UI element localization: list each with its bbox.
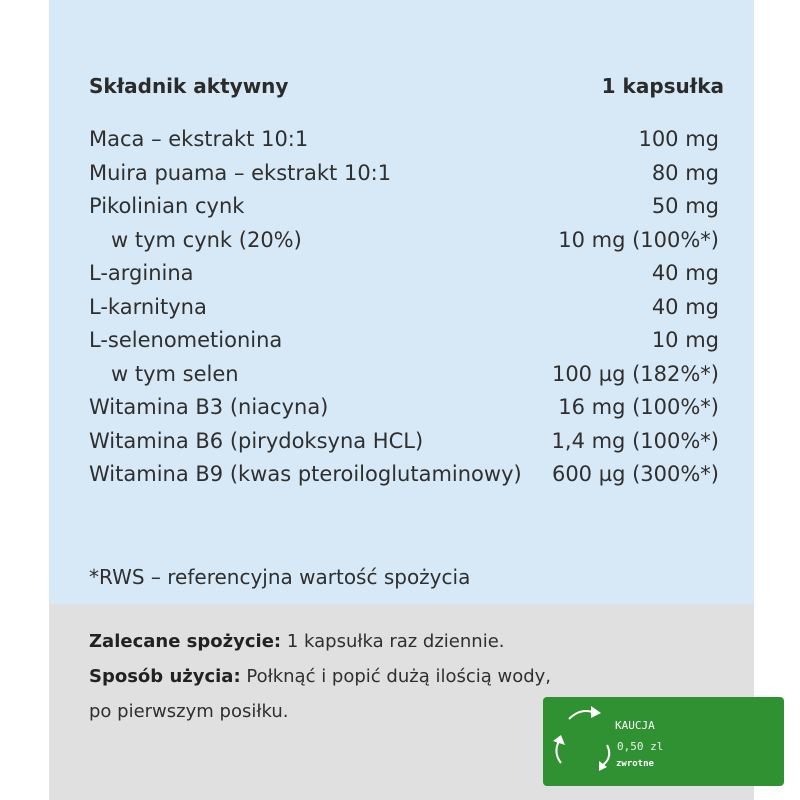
ingredient-name: w tym cynk (20%) <box>111 227 302 252</box>
header-dose: 1 kapsułka <box>601 74 724 98</box>
table-header <box>89 74 724 98</box>
table-row <box>89 123 719 157</box>
table-row <box>89 391 719 425</box>
recommended-intake <box>89 624 739 659</box>
table-row <box>89 291 719 325</box>
ingredient-name: L-arginina <box>89 261 194 285</box>
deposit-title: KAUCJA <box>615 719 655 732</box>
ingredient-amount: 10 mg (100%*) <box>558 227 719 252</box>
ingredient-name: Witamina B9 (kwas pteroiloglutaminowy) <box>89 462 522 486</box>
table-row <box>89 458 719 492</box>
ingredients-table <box>89 123 719 492</box>
ingredient-name: L-selenometionina <box>89 328 283 352</box>
ingredient-name: Pikolinian cynk <box>89 194 245 218</box>
table-row <box>89 257 719 291</box>
table-row <box>89 157 719 191</box>
header-ingredient: Składnik aktywny <box>89 74 289 98</box>
deposit-note: zwrotne <box>616 759 654 769</box>
ingredient-amount: 16 mg (100%*) <box>558 395 719 419</box>
ingredient-amount: 600 µg (300%*) <box>551 462 719 486</box>
table-row <box>89 224 719 258</box>
rws-footnote: *RWS – referencyjna wartość spożycia <box>89 565 471 589</box>
ingredient-name: Maca – ekstrakt 10:1 <box>89 127 309 151</box>
table-row <box>89 358 719 392</box>
ingredient-name: Witamina B3 (niacyna) <box>89 395 329 419</box>
usage-method <box>89 659 739 694</box>
product-label-panel <box>49 0 754 800</box>
deposit-badge <box>543 697 784 786</box>
ingredient-amount: 40 mg <box>651 294 719 319</box>
method-value: Połknąć i popić dużą ilością wody, <box>240 666 552 687</box>
ingredient-amount: 50 mg <box>651 194 719 218</box>
ingredient-amount: 40 mg <box>651 261 719 285</box>
ingredient-amount: 100 µg (182%*) <box>551 361 719 386</box>
ingredient-name: w tym selen <box>111 361 239 386</box>
ingredient-amount: 100 mg <box>638 127 719 151</box>
ingredient-amount: 1,4 mg (100%*) <box>551 428 719 453</box>
recommended-value: 1 kapsułka raz dziennie. <box>281 631 505 652</box>
ingredient-name: Muira puama – ekstrakt 10:1 <box>89 160 392 185</box>
recommended-label: Zalecane spożycie: <box>89 631 282 652</box>
ingredient-name: Witamina B6 (pirydoksyna HCL) <box>89 428 424 453</box>
usage-method-continued: po pierwszym posiłku. <box>89 701 289 722</box>
ingredient-amount: 80 mg <box>651 160 719 185</box>
deposit-amount: 0,50 zl <box>617 740 664 753</box>
ingredients-section <box>49 0 754 604</box>
ingredient-name: L-karnityna <box>89 294 207 319</box>
ingredient-amount: 10 mg <box>651 328 719 352</box>
recycle-arrows-icon <box>543 697 784 786</box>
table-row <box>89 324 719 358</box>
table-row <box>89 190 719 224</box>
method-label: Sposób użycia: <box>89 666 241 687</box>
table-row <box>89 425 719 459</box>
